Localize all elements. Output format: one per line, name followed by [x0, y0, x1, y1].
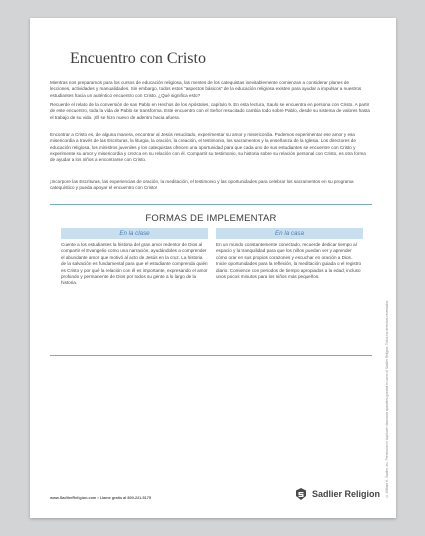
sadlier-logo-icon: [294, 487, 308, 501]
paragraph-encounter: Encontrar a Cristo es, de alguna manera, encontrar al Jesús resucitado, experimentar su amor y misericordia. Podemos experimentar ese amor y esa misericordia a través de las Escrituras, la liturgia, la oración, la creación, el testimonio, los sacramentos y la enseñanza de la Iglesia. Los directores de educación religiosa, los ministros juveniles y los catequistas ofrecen una oportunidad para que cada uno de sus estudiantes se encuentre con Cristo y experimente su amor y misericordia y crezca en su relación con él. Compartir su testimonio, su historia sobre su relación personal con Cristo, es otra forma de ayudar a los niños a encontrarse con Cristo.: [50, 132, 366, 163]
paragraph-intro: Mientras nos preparamos para los cursos de educación religiosa, las mentes de los catequistas inevitablemente comienzan a considerar planes de lecciones, actividades y manualidades. Sin embargo, todos estos "aspectos básicos" de la educación religiosa existen para ayudar a impulsar a nuestros estudiantes hacia un auténtico encuentro con Cristo. ¿Qué significa esto?: [50, 80, 362, 98]
classroom-heading: En la clase: [61, 228, 208, 239]
classroom-column: [61, 228, 208, 287]
classroom-text: Cuente a los estudiantes la historia del gran amor redentor de Dios al compartir el Evangelio como una narración, ayudándoles a comprender el abundante amor que motivó al acto de Jesús en la cruz. La historia de la salvación es fundamental para que el estudiante comprenda quién es Cristo y por qué la relación con él es importante, expresando el amor profundo y permanente de Dios por todos su gente a lo largo de la historia.: [61, 242, 208, 286]
page-title: Encuentro con Cristo: [70, 50, 206, 67]
implementation-title: FORMAS DE IMPLEMENTAR: [145, 213, 277, 224]
copyright-notice: [385, 78, 393, 498]
implementation-box: [50, 204, 372, 356]
home-text: En un mundo constantemente conectado, recuerde dedicar tiempo al espacio y la tranquilidad para que los niños puedan ver y aprender cómo orar en sus propios corazones y escuchar en oración a Dios. Inicie oportunidades para la reflexión, la meditación guiada o el registro diario. Comience con periodos de tiempo apropiados a la edad, incluso unos pocos minutos para los niños más pequeños.: [216, 242, 362, 280]
paragraph-call-to-action: ¡Incorpore las Escrituras, las experiencias de oración, la meditación, el testimonio y las oportunidades para celebrar los sacramentos en su programa catequístico y pueda apoyar el encuentro con Cristo!: [50, 179, 354, 191]
brand-name: Sadlier Religion: [312, 489, 381, 499]
worksheet-page: [30, 18, 396, 518]
home-column: [216, 228, 363, 280]
footer-contact: www.SadlierReligion.com • Llame gratis al 800-221-5175: [50, 496, 152, 500]
paragraph-conversion: Recuerde el relato de la conversión de san Pablo en Hechos de los Apóstoles, capítulo 9. En esta lectura, Saulo se encuentra en persona con Cristo. A partir de este encuentro, toda la vida de Pablo se transforma. Este encuentro con el Señor resucitado cambia todo sobre Pablo, desde su sistema de valores hasta el trabajo de su vida. ¡Él se hizo nuevo de adentro hacia afuera.: [50, 102, 370, 120]
brand-logo: [294, 487, 380, 501]
home-heading: En la casa: [216, 228, 363, 239]
copyright-text: © William H. Sadlier, Inc. Permission to duplicate classroom quantities granted to users of Sadlier Religion. Todos los derechos reservados.: [385, 300, 389, 498]
